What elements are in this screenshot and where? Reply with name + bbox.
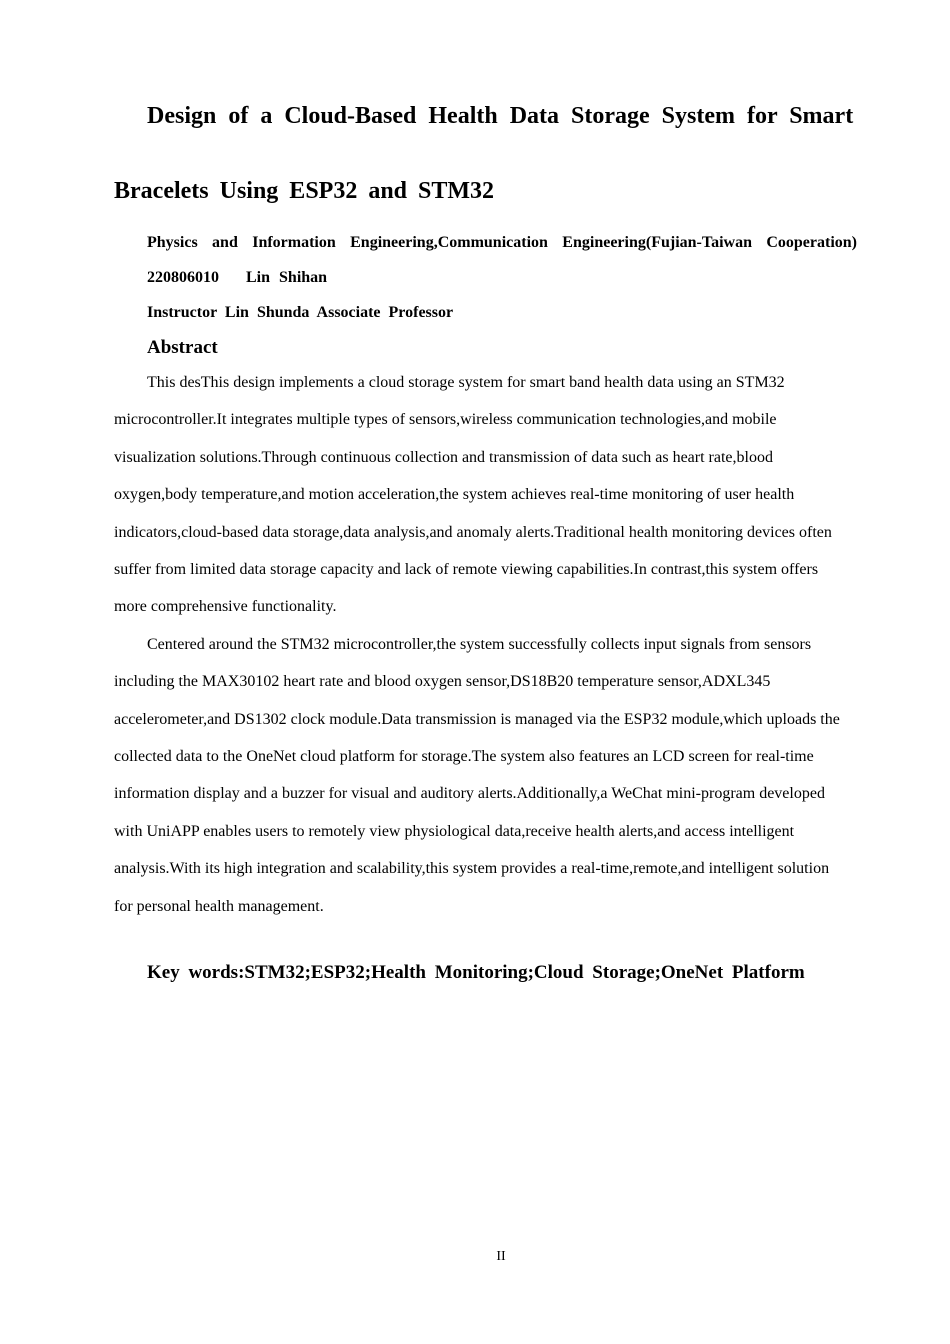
page-number: II [496, 1249, 506, 1264]
student-line: 220806010 Lin Shihan [147, 269, 328, 286]
abstract-paragraph-1: This desThis design implements a cloud storage system for smart band health data using an STM32 microcontroller.It integrates multiple types of sensors,wireless communication technologies,and mobile visualization solutions.Through continuous collection and transmission of data such as heart rate,blood oxygen,body temperature,and motion acceleration,the system achieves real-time monitoring of user health indicators,cloud-based data storage,data analysis,and anomaly alerts.Traditional health monitoring devices often suffer from limited data storage capacity and lack of remote viewing capabilities.In contrast,this system offers more comprehensive functionality. [114, 374, 832, 616]
abstract-paragraph-2: Centered around the STM32 microcontroller,the system successfully collects input signals from sensors including the MAX30102 heart rate and blood oxygen sensor,DS18B20 temperature sensor,ADXL345 accelerometer,and DS1302 clock module.Data transmission is managed via the ESP32 module,which uploads the collected data to the OneNet cloud platform for storage.The system also features an LCD screen for real-time information display and a buzzer for visual and auditory alerts.Additionally,a WeChat mini-program developed with UniAPP enables users to remotely view physiological data,receive health alerts,and access intelligent analysis.With its high integration and scalability,this system provides a real-time,remote,and intelligent solution for personal health management. [114, 635, 840, 915]
title-line-2: Bracelets Using ESP32 and STM32 [114, 178, 495, 204]
instructor-line: Instructor Lin Shunda Associate Professor [147, 304, 454, 321]
keywords-line: Key words:STM32;ESP32;Health Monitoring;Cloud Storage;OneNet Platform [147, 962, 805, 983]
title-line-1: Design of a Cloud-Based Health Data Storage System for Smart [147, 103, 854, 129]
abstract-body [114, 364, 850, 925]
department-line: Physics and Information Engineering,Communication Engineering(Fujian-Taiwan Cooperation) [147, 234, 857, 251]
abstract-heading: Abstract [147, 337, 218, 358]
